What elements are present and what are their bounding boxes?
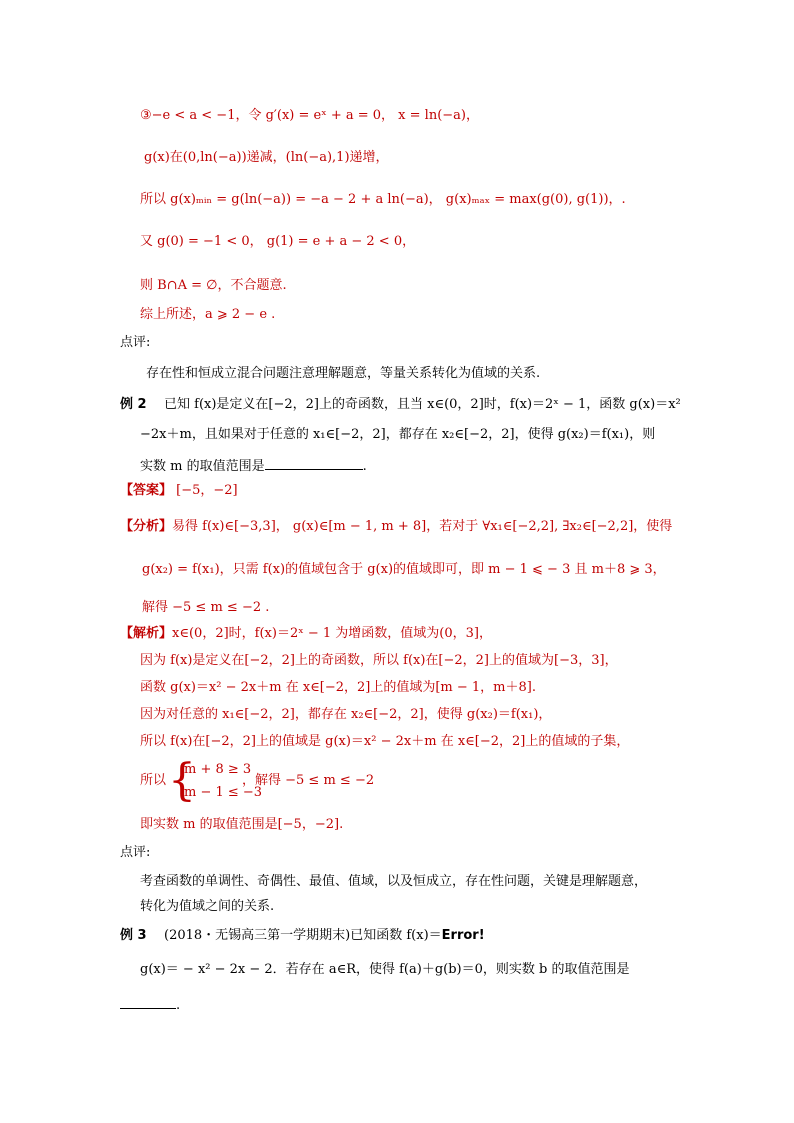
case3-summary: 综上所述，a ⩾ 2 − e . [140,307,276,322]
example3-line3-end: . [176,998,181,1013]
error-text: Error! [441,928,485,943]
comment2-text1: 考查函数的单调性、奇偶性、最值、值域，以及恒成立，存在性问题，关键是理解题意， [140,874,648,889]
analysis-line3: 解得 −5 ≤ m ≤ −2 . [142,600,270,615]
example3-line1 [164,926,485,946]
example2-line3 [140,455,367,477]
example3-line2: g(x)＝ − x² − 2x − 2．若存在 a∈R，使得 f(a)＋g(b)＝0，则实数 b 的取值范围是 [140,962,630,977]
comment2-label: 点评: [120,845,151,860]
case3-line2: g(x)在(0,ln(−a))递减，(ln(−a),1)递增， [144,150,389,165]
solution-line4: 因为对任意的 x₁∈[−2，2]，都存在 x₂∈[−2，2]，使得 g(x₂)＝f(x₁)， [140,707,552,722]
comment2-text2: 转化为值域之间的关系. [140,899,275,914]
case3-line4: 又 g(0) = −1 < 0， g(1) = e + a − 2 < 0， [140,234,416,249]
solution-line3: 函数 g(x)＝x² − 2x＋m 在 x∈[−2，2]上的值域为[m − 1，m＋8]. [140,680,536,695]
answer-label: 【答案】 [120,483,173,498]
solution-line7: 即实数 m 的取值范围是[−5，−2]. [140,817,344,832]
example3-label: 例 3 [120,928,147,943]
system-top: m + 8 ≥ 3 [184,762,252,777]
solution-line1 [120,624,492,644]
analysis-text1: 易得 f(x)∈[−3,3]， g(x)∈[m − 1, m + 8]，若对于 ∀x₁∈[−2,2], ∃x₂∈[−2,2]，使得 [172,519,673,534]
left-brace-icon: { [168,755,196,806]
solution-line2: 因为 f(x)是定义在[−2，2]上的奇函数，所以 f(x)在[−2，2]上的值域为[−3，3]， [140,653,618,668]
example2-line3-text: 实数 m 的取值范围是 [140,459,265,474]
case3-line5: 则 B∩A = ∅，不合题意. [140,278,287,293]
example2-label: 例 2 [120,397,147,412]
solution-text1: x∈(0，2]时，f(x)＝2ˣ − 1 为增函数，值域为(0，3]， [172,626,492,641]
example2-line1: 已知 f(x)是定义在[−2，2]上的奇函数，且当 x∈(0，2]时，f(x)＝2ˣ − 1，函数 g(x)＝x² [164,397,681,412]
case3-line3: 所以 g(x)ₘᵢₙ = g(ln(−a)) = −a − 2 + a ln(−a)， g(x)ₘₐₓ = max(g(0), g(1))，. [140,192,626,207]
answer-line [120,481,238,501]
example2-line3-end: . [362,459,367,474]
answer-value: [−5，−2] [176,483,238,498]
example3-blank [120,994,176,1009]
solution-line5: 所以 f(x)在[−2，2]上的值域是 g(x)＝x² − 2x＋m 在 x∈[−2，2]上的值域的子集， [140,734,630,749]
example2-line2: −2x＋m，且如果对于任意的 x₁∈[−2，2]，都存在 x₂∈[−2，2]，使得 g(x₂)＝f(x₁)，则 [140,427,656,442]
solution-line6-suffix: ，解得 −5 ≤ m ≤ −2 [242,773,375,788]
analysis-line2: g(x₂) = f(x₁)，只需 f(x)的值域包含于 g(x)的值域即可，即 m − 1 ⩽ − 3 且 m＋8 ⩾ 3， [142,562,666,577]
answer-blank [265,455,363,470]
analysis-label: 【分析】 [120,519,173,534]
analysis-line1 [120,517,672,537]
comment1-text: 存在性和恒成立混合问题注意理解题意，等量关系转化为值域的关系. [146,366,541,381]
comment1-label: 点评: [120,335,151,350]
solution-label: 【解析】 [120,626,173,641]
example3-line3 [120,994,180,1016]
case3-line1: ③−e < a < −1，令 g′(x) = eˣ + a = 0， x = ln(−a)， [140,108,479,123]
system-bottom: m − 1 ≤ −3 [184,785,263,800]
example3-line1-text: (2018・无锡高三第一学期期末)已知函数 f(x)＝ [164,928,442,943]
solution-line6-prefix: 所以 [140,773,167,788]
